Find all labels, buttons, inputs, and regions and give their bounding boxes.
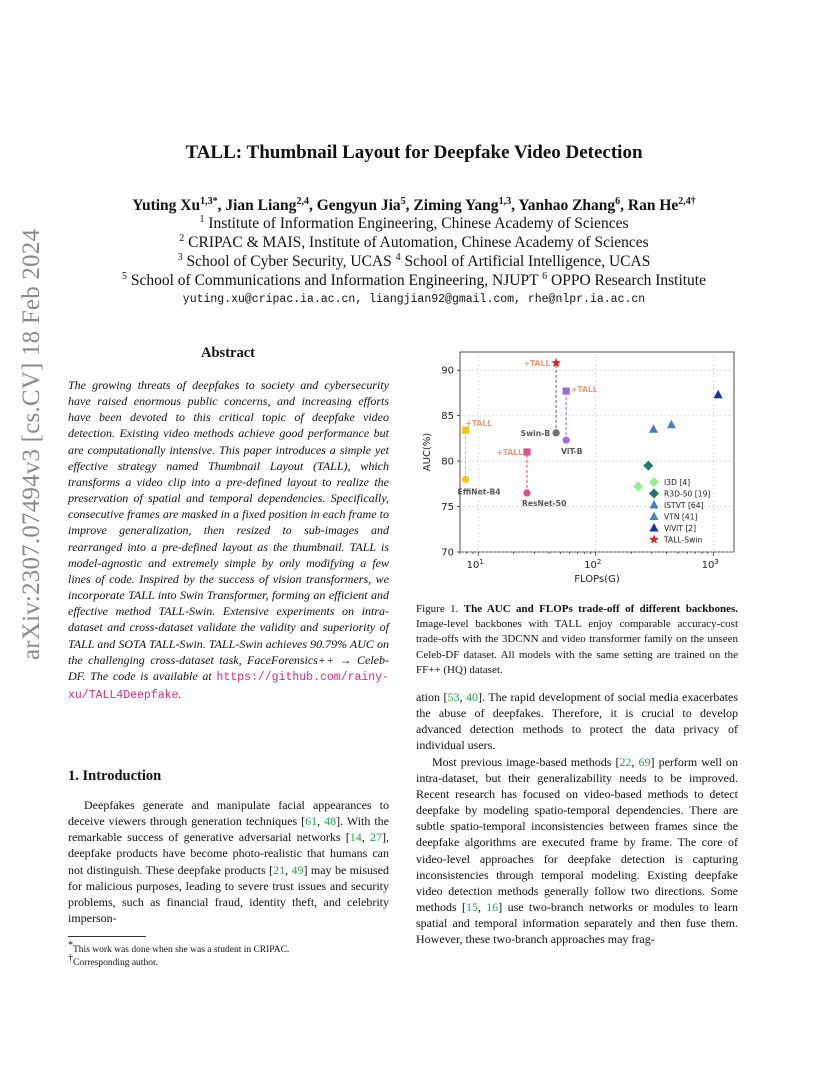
tall-label: +TALL [571, 385, 598, 395]
aff-text: School of Artificial Intelligence, UCAS [404, 253, 651, 271]
affiliation-1 [0, 214, 828, 233]
caption-text: Image-level backbones with TALL enjoy comparable accuracy-cost trade-offs with the 3DCNN and video transformer family on the unseen Celeb-DF dataset. All models with the same setting are trained on the FF++ (HQ) dataset. [416, 618, 738, 676]
author-list: Yuting $Xu^{1,3*}$, Jian Liang$^{2,4}$, Gengyun Jia$^5$, Ziming Yang$^{1,3}$, Yanhao Zhang$^6$, Ran $He^{2,4\dagger}$ [132, 196, 696, 215]
author-name: Yuting Xu [132, 197, 201, 215]
backbone-label: ResNet-50 [521, 498, 567, 508]
aff-text: Institute of Information Engineering, Chinese Academy of Sciences [208, 215, 629, 233]
citation-link[interactable]: 40 [466, 690, 479, 704]
footnote-mark: † [68, 953, 73, 964]
abstract-heading: Abstract [201, 345, 255, 361]
text-run: ] perform well on intra-dataset, but their generalizability needs to be improved. Recent research has focused on video-based methods to detect deepfake by modeling spatio-temporal dependencies. There are subtle spatio-temporal inconsistencies between frames since the deepfake algorithms are executed frame by frame. The core of video-level approaches for deepfake detection is capturing inconsistencies through temporal modeling. Existing deepfake video detection methods generally follow two directions. Some methods [ [416, 754, 738, 915]
paragraph: Most previous image-based methods [22, 69] perform well on intra-dataset, but their generalizability needs to be improved. Recent research has focused on video-based methods to detect deepfake by modeling spatio-temporal dependencies. There are subtle spatio-temporal inconsistencies between frames since the deepfake algorithms are executed frame by frame. The core of video-level approaches for deepfake detection is capturing inconsistencies through temporal modeling. Existing deepfake video detection methods generally follow two directions. Some methods [15, 16] use two-branch networks or modules to learn spatial and temporal information separately and then fuse them. However, these two-branch approaches may frag- [416, 754, 739, 947]
citation-link[interactable]: 69 [638, 754, 651, 769]
tall-label: +TALL [496, 448, 523, 457]
aff-sup: 4 [395, 252, 401, 263]
tall-point [523, 448, 530, 455]
y-tick-label: 70 [441, 547, 454, 559]
aff-sup: 2 [179, 233, 185, 244]
legend-marker [650, 523, 659, 532]
y-tick-label: 80 [441, 456, 454, 468]
author-sup: 2,4† [678, 196, 696, 207]
text-run: Most previous image-based methods [ [432, 754, 620, 769]
abstract-body [68, 377, 389, 704]
legend-marker [650, 512, 659, 521]
citation-link[interactable]: 61 [305, 814, 318, 829]
affiliation-3-4 [0, 252, 828, 271]
x-axis-label: FLOPs(G) [574, 574, 620, 585]
baseline-point [563, 437, 570, 444]
y-axis-label: AUC(%) [422, 432, 433, 472]
aff-sup: 3 [177, 252, 183, 263]
legend-marker [649, 489, 659, 499]
citation-link[interactable]: 14 [349, 830, 362, 845]
text-run: Deepfakes generate and manipulate facial appearances to deceive viewers through generation techniques [ [68, 798, 389, 829]
citation-link[interactable]: 21 [273, 862, 286, 877]
footnote-text: This work was done when she was a student in CRIPAC. [73, 945, 290, 956]
aff-text: CRIPAC & MAIS, Institute of Automation, Chinese Academy of Sciences [188, 234, 649, 252]
backbone-label: ViT-B [561, 447, 583, 457]
method-point [643, 461, 653, 471]
aff-sup: 5 [121, 271, 127, 282]
author-name: Yanhao Zhang [518, 197, 616, 215]
aff-text: School of Cyber Security, UCAS [186, 253, 392, 271]
citation-link[interactable]: 53 [447, 690, 460, 704]
abstract-text: The growing threats of deepfakes to society and cybersecurity have raised enormous public concerns, and increasing efforts have been devoted to this critical topic of deepfake video detection. Existing video methods achieve good performance but are computationally intensive. This paper introduces a simple yet effective strategy named Thumbnail Layout (TALL), which transforms a video clip into a pre-defined layout to realize the preservation of spatial and temporal dependencies. Specifically, consecutive frames are masked in a fixed position in each frame to improve generalization, then resized to sub-images and rearranged into a pre-defined layout as the thumbnail. TALL is model-agnostic and extremely simple by only modifying a few lines of code. Inspired by the success of vision transformers, we incorporate TALL into Swin Transformer, forming an efficient and effective method TALL-Swin. Extensive experiments on intra-dataset and cross-dataset validate the validity and superiority of TALL and SOTA TALL-Swin. TALL-Swin achieves 90.79% AUC on the challenging cross-dataset task, FaceForensics++ → Celeb-DF. The code is available at [68, 378, 389, 683]
auc-flops-chart [416, 340, 746, 588]
citation-link[interactable]: 49 [291, 862, 304, 877]
x-tick-label: $10^1$ [466, 558, 484, 571]
baseline-point [553, 429, 560, 436]
legend-label: I3D [4] [664, 478, 691, 487]
arxiv-stamp: arXiv:2307.07494v3 [cs.CV] 18 Feb 2024 [18, 228, 45, 660]
legend-marker [649, 535, 659, 544]
citation-link[interactable]: 22 [619, 754, 632, 769]
legend-label: R3D-50 [19] [664, 489, 711, 499]
aff-text: School of Communications and Information Engineering, NJUPT [130, 272, 539, 290]
text-run: ] may be misused for malicious purposes, leading to severe trust issues and security problems, such as financial fraud, identity theft, and celebrity imperson- [68, 862, 389, 926]
baseline-point [523, 489, 530, 496]
footnote-rule [68, 936, 146, 937]
affiliation-2 [0, 233, 828, 252]
legend-marker [649, 477, 659, 487]
baseline-point [462, 476, 469, 483]
text-run: ], deepfake products have become photo-realistic that humans can not distinguish. These deepfake products [ [68, 830, 390, 877]
footnote-2 [68, 953, 158, 968]
author-name: Ziming Yang [413, 197, 499, 215]
intro-paragraph: Deepfakes generate and manipulate facial appearances to deceive viewers through generation techniques [61, 48]. With the remarkable success of generative adversarial networks [14, 27], deepfake products have become photo-realistic that humans can not distinguish. These deepfake products [21, 49] may be misused for malicious purposes, leading to severe trust issues and security problems, such as financial fraud, identity theft, and celebrity imperson- [68, 798, 390, 926]
author-name: Ran He [627, 197, 679, 215]
aff-text: OPPO Research Institute [551, 272, 706, 290]
legend-label: TALL-Swin [664, 535, 703, 545]
paper-title: TALL: Thumbnail Layout for Deepfake Video Detection [185, 142, 643, 163]
figure-caption [416, 602, 738, 678]
y-tick-label: 90 [441, 365, 454, 377]
tall-label: +TALL [465, 419, 493, 429]
caption-title: The AUC and FLOPs trade-off of different backbones. [463, 603, 738, 615]
right-column-text [416, 689, 738, 948]
backbone-label: EffiNet-B4 [457, 487, 501, 497]
tall-point [563, 387, 570, 394]
text-run: ]. The rapid development of social media exacerbates the abuse of deepfakes. Therefore, it is crucial to develop advanced detection methods to protect the data privacy of individual users. [416, 690, 739, 753]
text-run: ]. With the remarkable success of generative adversarial networks [ [68, 814, 390, 845]
intro-heading: 1. Introduction [68, 768, 162, 784]
x-tick-label: $10^3$ [701, 558, 719, 571]
author-name: Jian Liang [225, 197, 297, 215]
aff-sup: 6 [542, 271, 548, 282]
author-emails: yuting.xu@cripac.ia.ac.cn, liangjian92@gmail.com, rhe@nlpr.ia.ac.cn [182, 293, 646, 306]
method-point [714, 390, 723, 399]
method-point [649, 424, 658, 433]
code-link[interactable]: https://github.com/rainy-xu/TALL4Deepfake [68, 670, 389, 702]
author-name: Gengyun Jia [316, 197, 401, 215]
text-run: ] use two-branch networks or modules to learn spatial and temporal information separately and then fuse them. However, these two-branch approaches may frag- [416, 900, 739, 947]
method-point [633, 482, 643, 492]
affiliation-5-6 [0, 271, 828, 290]
author-sup: 1,3 [498, 196, 512, 207]
legend-label: ViViT [2] [664, 524, 697, 533]
footnote-mark: * [68, 940, 73, 951]
aff-sup: 1 [199, 214, 205, 225]
paragraph: ation [53, 40]. The rapid development of social media exacerbates the abuse of deepfakes. Therefore, it is crucial to develop advanced detection methods to protect the data privacy of individual users. [416, 690, 739, 753]
citation-link[interactable]: 16 [486, 900, 499, 915]
y-tick-label: 85 [441, 411, 454, 423]
footnote-text: Corresponding author. [73, 958, 158, 969]
backbone-label: Swin-B [520, 428, 551, 438]
author-sup: 2,4 [296, 196, 309, 207]
text-run: ation [ [416, 690, 448, 704]
legend-label: VTN [41] [664, 512, 698, 522]
citation-link[interactable]: 27 [370, 830, 383, 845]
author-sup: 1,3* [200, 196, 218, 207]
citation-link[interactable]: 48 [324, 814, 337, 829]
legend-label: ISTVT [64] [664, 501, 704, 510]
abstract-end: . [178, 686, 182, 701]
citation-link[interactable]: 15 [465, 900, 478, 915]
method-point [667, 420, 676, 429]
caption-label: Figure 1. [416, 603, 464, 615]
author-sup: 6 [615, 196, 621, 207]
legend-marker [650, 500, 659, 509]
x-tick-label: $10^2$ [584, 558, 602, 571]
author-sup: 5 [400, 196, 406, 207]
tall-label: +TALL [523, 358, 551, 368]
y-tick-label: 75 [441, 502, 454, 514]
